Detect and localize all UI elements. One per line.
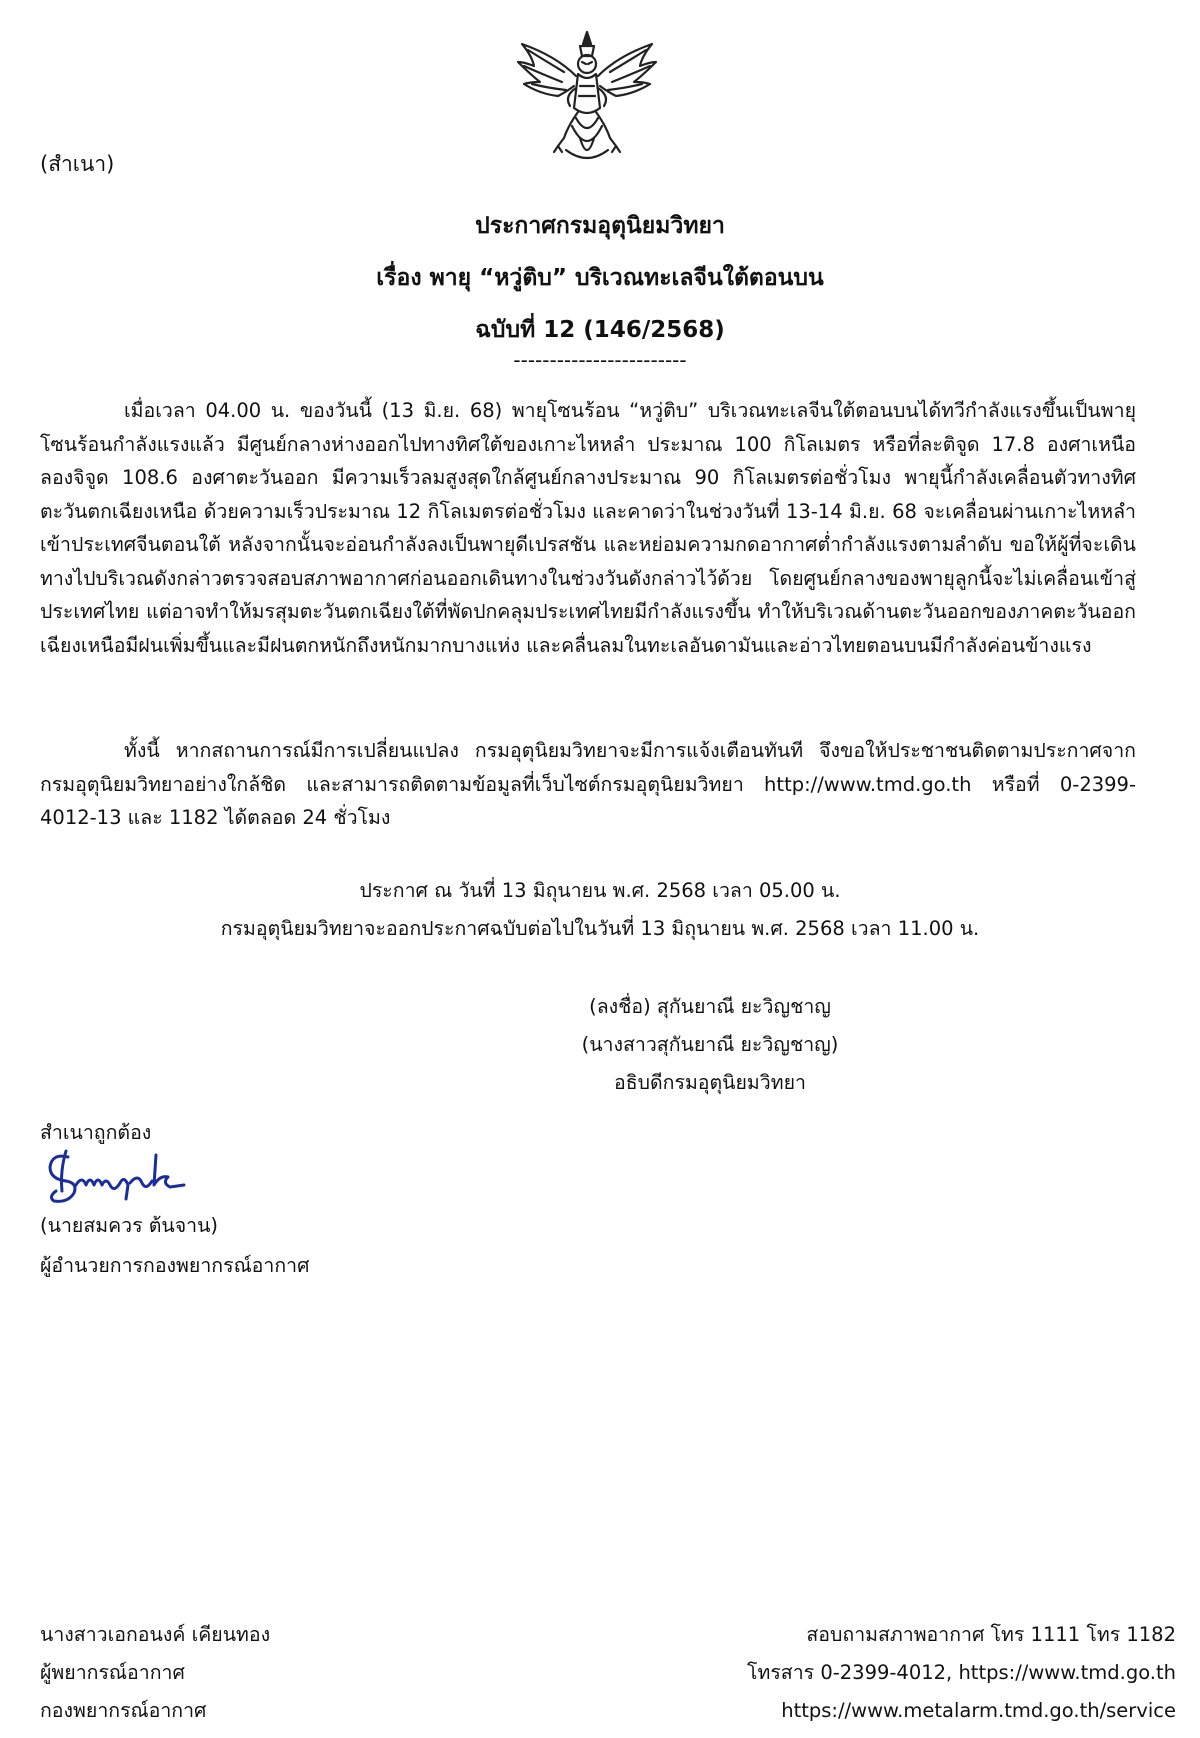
title-heading: ประกาศกรมอุตุนิยมวิทยา: [475, 213, 725, 239]
signer-signed: (ลงชื่อ) สุกันยาณี ยะวิญชาญ: [589, 995, 831, 1018]
forecaster-name: นางสาวเอกอนงค์ เคียนทอง: [40, 1623, 271, 1646]
title-subject: เรื่อง พายุ “หวู่ติบ” บริเวณทะเลจีนใต้ตอนบน: [376, 265, 824, 291]
footer-contact: [747, 1616, 1176, 1730]
title-issue-number: ฉบับที่ 12 (146/2568): [475, 317, 725, 343]
signer-block: [430, 988, 990, 1102]
announcement-dates: [0, 872, 1200, 948]
certifier-position: ผู้อำนวยการกองพยากรณ์อากาศ: [40, 1254, 310, 1277]
signer-position: อธิบดีกรมอุตุนิยมวิทยา: [614, 1071, 806, 1094]
title-divider: ------------------------: [513, 348, 687, 372]
announcement-title: [0, 200, 1200, 356]
handwritten-signature-icon: [44, 1145, 194, 1207]
footer-forecaster: [40, 1616, 270, 1730]
signer-name: (นางสาวสุกันยาณี ยะวิญชาญ): [581, 1033, 839, 1056]
contact-phone: สอบถามสภาพอากาศ โทร 1111 โทร 1182: [806, 1623, 1176, 1646]
next-issue-date: กรมอุตุนิยมวิทยาจะออกประกาศฉบับต่อไปในวันที่ 13 มิถุนายน พ.ศ. 2568 เวลา 11.00 น.: [220, 917, 980, 940]
certifier-name: (นายสมควร ต้นจาน): [40, 1214, 219, 1237]
forecaster-title: ผู้พยากรณ์อากาศ: [40, 1661, 185, 1684]
garuda-emblem-icon: [514, 26, 660, 172]
forecaster-division: กองพยากรณ์อากาศ: [40, 1699, 207, 1722]
contact-metalarm-link: https://www.metalarm.tmd.go.th/service: [781, 1699, 1176, 1722]
certified-copy-label: สำเนาถูกต้อง: [40, 1121, 152, 1144]
contact-fax-website: โทรสาร 0-2399-4012, https://www.tmd.go.th: [747, 1661, 1176, 1684]
body-paragraph-1: เมื่อเวลา 04.00 น. ของวันนี้ (13 มิ.ย. 68) พายุโซนร้อน “หวู่ติบ” บริเวณทะเลจีนใต้ตอนบนได้ทวีกำลังแรงขึ้นเป็นพายุโซนร้อนกำลังแรงแล้ว มีศูนย์กลางห่างออกไปทางทิศใต้ของเกาะไหหลำ ประมาณ 100 กิโลเมตร หรือที่ละติจูด 17.8 องศาเหนือ ลองจิจูด 108.6 องศาตะวันออก มีความเร็วลมสูงสุดใกล้ศูนย์กลางประมาณ 90 กิโลเมตรต่อชั่วโมง พายุนี้กำลังเคลื่อนตัวทางทิศตะวันตกเฉียงเหนือ ด้วยความเร็วประมาณ 12 กิโลเมตรต่อชั่วโมง และคาดว่าในช่วงวันที่ 13-14 มิ.ย. 68 จะเคลื่อนผ่านเกาะไหหลำเข้าประเทศจีนตอนใต้ หลังจากนั้นจะอ่อนกำลังลงเป็นพายุดีเปรสชัน และหย่อมความกดอากาศต่ำกำลังแรงตามลำดับ ขอให้ผู้ที่จะเดินทางไปบริเวณดังกล่าวตรวจสอบสภาพอากาศก่อนออกเดินทางในช่วงวันดังกล่าวไว้ด้วย โดยศูนย์กลางของพายุลูกนี้จะไม่เคลื่อนเข้าสู่ประเทศไทย แต่อาจทำให้มรสุมตะวันตกเฉียงใต้ที่พัดปกคลุมประเทศไทยมีกำลังแรงขึ้น ทำให้บริเวณด้านตะวันออกของภาคตะวันออกเฉียงเหนือมีฝนเพิ่มขึ้นและมีฝนตกหนักถึงหนักมากบางแห่ง และคลื่นลมในทะเลอันดามันและอ่าวไทยตอนบนมีกำลังค่อนข้างแรง: [40, 399, 1136, 657]
body-paragraph-2: ทั้งนี้ หากสถานการณ์มีการเปลี่ยนแปลง กรมอุตุนิยมวิทยาจะมีการแจ้งเตือนทันที จึงขอให้ประชาชนติดตามประกาศจากกรมอุตุนิยมวิทยาอย่างใกล้ชิด และสามารถติดตามข้อมูลที่เว็บไซต์กรมอุตุนิยมวิทยา http://www.tmd.go.th หรือที่ 0-2399-4012-13 และ 1182 ได้ตลอด 24 ชั่วโมง: [40, 739, 1136, 829]
certifier-block: [40, 1206, 309, 1286]
copy-label: (สำเนา): [40, 152, 115, 176]
issued-date: ประกาศ ณ วันที่ 13 มิถุนายน พ.ศ. 2568 เวลา 05.00 น.: [359, 879, 841, 902]
